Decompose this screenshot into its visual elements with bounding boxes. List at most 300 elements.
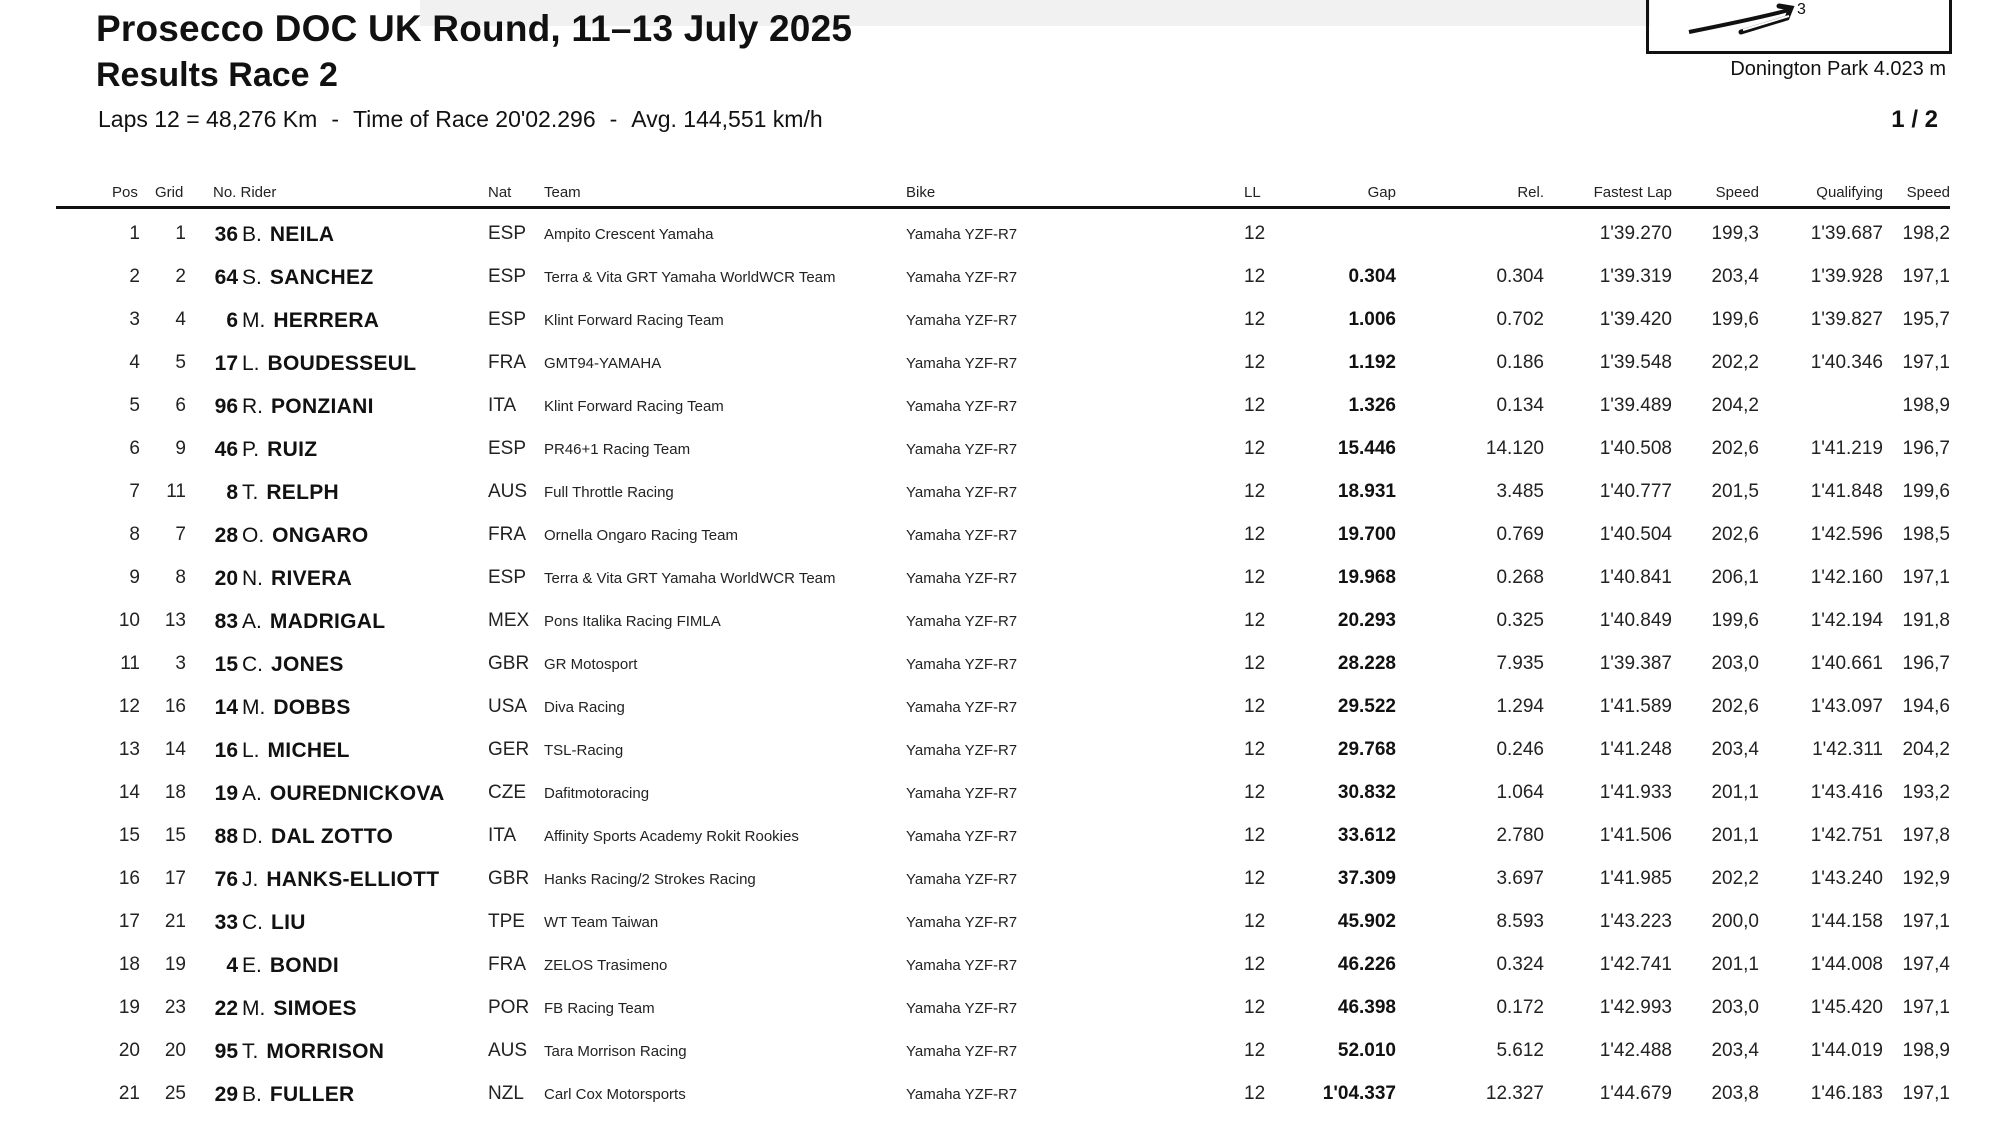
cell-team: Terra & Vita GRT Yamaha WorldWCR Team: [544, 570, 836, 587]
cell-nat: CZE: [488, 782, 526, 803]
cell-laps: 12: [1244, 739, 1266, 760]
cell-speed: 203,4: [1711, 739, 1759, 760]
cell-nat: ITA: [488, 825, 517, 846]
rider-name: [242, 782, 445, 806]
cell-speed: 199,3: [1711, 223, 1759, 244]
cell-grid: 14: [164, 739, 186, 760]
rider-surname: RUIZ: [267, 438, 318, 461]
cell-nat: USA: [488, 696, 528, 717]
col-team: Team: [544, 184, 581, 201]
laps-info: Laps 12 = 48,276 Km: [98, 106, 318, 132]
cell-speed: 203,0: [1711, 653, 1759, 674]
table-row: [56, 643, 1950, 686]
rider-number: 4: [226, 954, 238, 977]
cell-pos: 5: [129, 395, 140, 416]
cell-qualifying: 1'44.158: [1810, 911, 1883, 932]
rider-initial: A.: [242, 610, 262, 633]
rider-initial: A.: [242, 782, 262, 805]
cell-grid: 5: [175, 352, 186, 373]
table-header: [56, 184, 1950, 209]
rider-surname: RELPH: [266, 481, 340, 504]
cell-pos: 13: [118, 739, 140, 760]
cell-nat: GBR: [488, 868, 530, 889]
rider-initial: L.: [242, 739, 260, 762]
cell-bike: Yamaha YZF-R7: [906, 828, 1018, 845]
cell-rel: 3.697: [1496, 868, 1544, 889]
cell-pos: 14: [118, 782, 140, 803]
cell-fastest-lap: 1'40.777: [1599, 481, 1672, 502]
cell-gap: 19.968: [1337, 567, 1396, 588]
rider-name: [242, 481, 339, 505]
page-subtitle: Results Race 2: [96, 56, 338, 94]
table-row: [56, 987, 1950, 1030]
cell-fastest-lap: 1'41.248: [1599, 739, 1672, 760]
cell-gap: 28.228: [1337, 653, 1396, 674]
cell-nat: TPE: [488, 911, 525, 932]
table-row: [56, 256, 1950, 299]
cell-team: Klint Forward Racing Team: [544, 398, 724, 415]
rider-surname: SIMOES: [273, 997, 357, 1020]
cell-rel: 12.327: [1485, 1083, 1544, 1104]
cell-bike: Yamaha YZF-R7: [906, 871, 1018, 888]
cell-nat: GER: [488, 739, 530, 760]
cell-team: Full Throttle Racing: [544, 484, 674, 501]
cell-qualifying-speed: 193,2: [1902, 782, 1950, 803]
cell-laps: 12: [1244, 481, 1266, 502]
cell-laps: 12: [1244, 954, 1266, 975]
cell-qualifying-speed: 204,2: [1902, 739, 1950, 760]
cell-gap: 1.192: [1348, 352, 1396, 373]
cell-bike: Yamaha YZF-R7: [906, 355, 1018, 372]
rider-surname: HANKS-ELLIOTT: [266, 868, 440, 891]
cell-qualifying: 1'40.661: [1810, 653, 1883, 674]
cell-nat: ESP: [488, 567, 527, 588]
cell-grid: 7: [175, 524, 186, 545]
cell-qualifying: 1'46.183: [1810, 1083, 1883, 1104]
cell-grid: 17: [164, 868, 186, 889]
cell-laps: 12: [1244, 911, 1266, 932]
rider-initial: M.: [242, 696, 266, 719]
cell-speed: 203,0: [1711, 997, 1759, 1018]
cell-gap: 46.226: [1337, 954, 1396, 975]
table-row: [56, 815, 1950, 858]
cell-pos: 9: [129, 567, 140, 588]
cell-grid: 1: [175, 223, 186, 244]
cell-grid: 23: [164, 997, 186, 1018]
cell-rel: 3.485: [1496, 481, 1544, 502]
col-qualifying-speed: Speed: [1906, 184, 1950, 201]
cell-grid: 11: [166, 481, 186, 502]
cell-fastest-lap: 1'41.933: [1599, 782, 1672, 803]
cell-bike: Yamaha YZF-R7: [906, 957, 1018, 974]
rider-name: [242, 825, 393, 849]
table-row: [56, 514, 1950, 557]
cell-laps: 12: [1244, 352, 1266, 373]
rider-initial: M.: [242, 997, 266, 1020]
table-row: [56, 944, 1950, 987]
cell-pos: 7: [129, 481, 140, 502]
cell-bike: Yamaha YZF-R7: [906, 914, 1018, 931]
cell-qualifying-speed: 198,5: [1902, 524, 1950, 545]
cell-nat: FRA: [488, 524, 526, 545]
cell-grid: 6: [175, 395, 186, 416]
cell-grid: 3: [175, 653, 186, 674]
cell-bike: Yamaha YZF-R7: [906, 226, 1018, 243]
rider-name: [242, 266, 373, 290]
cell-qualifying: 1'43.416: [1810, 782, 1883, 803]
cell-team: GMT94-YAMAHA: [544, 355, 662, 372]
cell-laps: 12: [1244, 266, 1266, 287]
rider-surname: DAL ZOTTO: [271, 825, 394, 848]
cell-team: ZELOS Trasimeno: [544, 957, 668, 974]
rider-surname: ONGARO: [272, 524, 369, 547]
table-row: [56, 471, 1950, 514]
cell-grid: 9: [175, 438, 186, 459]
rider-number: 20: [214, 567, 238, 590]
cell-pos: 3: [129, 309, 140, 330]
cell-qualifying-speed: 192,9: [1902, 868, 1950, 889]
cell-team: Ornella Ongaro Racing Team: [544, 527, 738, 544]
cell-qualifying-speed: 194,6: [1902, 696, 1950, 717]
col-no-rider: No. Rider: [213, 184, 277, 201]
col-nat: Nat: [488, 184, 512, 201]
track-outline-icon: [1649, 0, 1955, 54]
rider-name: [242, 696, 351, 720]
cell-qualifying: 1'39.687: [1810, 223, 1883, 244]
cell-pos: 16: [118, 868, 140, 889]
col-bike: Bike: [906, 184, 936, 201]
cell-fastest-lap: 1'39.319: [1599, 266, 1672, 287]
cell-bike: Yamaha YZF-R7: [906, 1086, 1018, 1103]
rider-surname: MADRIGAL: [269, 610, 386, 633]
col-ll: LL: [1244, 184, 1261, 201]
cell-qualifying: 1'41.219: [1810, 438, 1883, 459]
cell-pos: 10: [118, 610, 140, 631]
rider-number: 95: [214, 1040, 238, 1063]
cell-fastest-lap: 1'40.841: [1599, 567, 1672, 588]
cell-bike: Yamaha YZF-R7: [906, 699, 1018, 716]
cell-grid: 4: [175, 309, 186, 330]
rider-number: 15: [214, 653, 238, 676]
table-row: [56, 385, 1950, 428]
cell-pos: 19: [118, 997, 140, 1018]
cell-gap: 20.293: [1337, 610, 1396, 631]
cell-laps: 12: [1244, 309, 1266, 330]
cell-speed: 201,5: [1711, 481, 1759, 502]
cell-qualifying: 1'42.596: [1810, 524, 1883, 545]
cell-qualifying-speed: 197,1: [1902, 1083, 1950, 1104]
cell-fastest-lap: 1'41.506: [1599, 825, 1672, 846]
table-row: [56, 1030, 1950, 1073]
cell-nat: ESP: [488, 309, 527, 330]
cell-rel: 14.120: [1485, 438, 1544, 459]
rider-surname: OUREDNICKOVA: [269, 782, 445, 805]
rider-initial: N.: [242, 567, 263, 590]
rider-name: [242, 653, 344, 677]
rider-number: 76: [214, 868, 238, 891]
cell-nat: AUS: [488, 1040, 528, 1061]
cell-qualifying-speed: 196,7: [1902, 438, 1950, 459]
rider-surname: HERRERA: [273, 309, 380, 332]
cell-qualifying-speed: 197,1: [1902, 911, 1950, 932]
rider-initial: S.: [242, 266, 262, 289]
cell-nat: ESP: [488, 223, 527, 244]
table-row: [56, 428, 1950, 471]
cell-gap: 52.010: [1337, 1040, 1396, 1061]
cell-rel: 0.702: [1496, 309, 1544, 330]
cell-gap: 1'04.337: [1322, 1083, 1396, 1104]
cell-speed: 203,4: [1711, 266, 1759, 287]
cell-gap: 45.902: [1337, 911, 1396, 932]
cell-bike: Yamaha YZF-R7: [906, 570, 1018, 587]
cell-rel: 0.769: [1496, 524, 1544, 545]
table-row: [56, 772, 1950, 815]
cell-speed: 199,6: [1711, 610, 1759, 631]
cell-bike: Yamaha YZF-R7: [906, 785, 1018, 802]
rider-initial: C.: [242, 911, 263, 934]
cell-fastest-lap: 1'40.849: [1599, 610, 1672, 631]
cell-speed: 206,1: [1711, 567, 1759, 588]
track-name: Donington Park 4.023 m: [1730, 58, 1946, 80]
cell-team: Hanks Racing/2 Strokes Racing: [544, 871, 756, 888]
rider-name: [242, 352, 416, 376]
cell-gap: 29.522: [1337, 696, 1396, 717]
results-table: [56, 213, 1950, 1116]
cell-bike: Yamaha YZF-R7: [906, 527, 1018, 544]
cell-team: FB Racing Team: [544, 1000, 655, 1017]
rider-surname: LIU: [271, 911, 306, 934]
cell-qualifying-speed: 191,8: [1902, 610, 1950, 631]
cell-nat: AUS: [488, 481, 528, 502]
cell-gap: 15.446: [1337, 438, 1396, 459]
cell-pos: 21: [118, 1083, 140, 1104]
cell-nat: GBR: [488, 653, 530, 674]
cell-qualifying: 1'42.751: [1810, 825, 1883, 846]
cell-grid: 18: [164, 782, 186, 803]
corner-number: 3: [1797, 1, 1806, 18]
cell-qualifying-speed: 195,7: [1902, 309, 1950, 330]
cell-rel: 7.935: [1496, 653, 1544, 674]
cell-speed: 201,1: [1711, 782, 1759, 803]
rider-number: 8: [226, 481, 238, 504]
rider-number: 46: [214, 438, 238, 461]
cell-qualifying-speed: 198,2: [1902, 223, 1950, 244]
cell-team: Ampito Crescent Yamaha: [544, 226, 714, 243]
rider-initial: O.: [242, 524, 265, 547]
cell-laps: 12: [1244, 223, 1266, 244]
cell-laps: 12: [1244, 610, 1266, 631]
cell-grid: 2: [175, 266, 186, 287]
rider-name: [242, 524, 368, 548]
cell-fastest-lap: 1'41.985: [1599, 868, 1672, 889]
cell-qualifying: 1'45.420: [1810, 997, 1883, 1018]
cell-gap: 46.398: [1337, 997, 1396, 1018]
rider-surname: MICHEL: [267, 739, 350, 762]
cell-fastest-lap: 1'40.508: [1599, 438, 1672, 459]
cell-qualifying-speed: 197,1: [1902, 997, 1950, 1018]
cell-fastest-lap: 1'39.420: [1599, 309, 1672, 330]
cell-team: WT Team Taiwan: [544, 914, 659, 931]
table-row: [56, 342, 1950, 385]
rider-number: 19: [214, 782, 238, 805]
cell-laps: 12: [1244, 1083, 1266, 1104]
cell-rel: 5.612: [1496, 1040, 1544, 1061]
rider-name: [242, 868, 439, 892]
col-fastest-lap: Fastest Lap: [1593, 184, 1672, 201]
rider-name: [242, 567, 352, 591]
cell-qualifying: 1'43.097: [1810, 696, 1883, 717]
col-speed: Speed: [1715, 184, 1759, 201]
cell-pos: 20: [118, 1040, 140, 1061]
rider-initial: T.: [242, 481, 259, 504]
cell-laps: 12: [1244, 696, 1266, 717]
cell-fastest-lap: 1'44.679: [1599, 1083, 1672, 1104]
cell-qualifying-speed: 197,4: [1902, 954, 1950, 975]
cell-gap: 18.931: [1337, 481, 1396, 502]
rider-initial: B.: [242, 223, 262, 246]
cell-qualifying: 1'39.827: [1810, 309, 1883, 330]
race-info: Laps 12 = 48,276 Km - Time of Race 20'02.296 - Avg. 144,551 km/h: [98, 106, 823, 132]
cell-gap: 29.768: [1337, 739, 1396, 760]
rider-name: [242, 223, 334, 247]
cell-speed: 203,4: [1711, 1040, 1759, 1061]
rider-number: 17: [214, 352, 238, 375]
cell-qualifying-speed: 199,6: [1902, 481, 1950, 502]
rider-name: [242, 1040, 384, 1064]
cell-nat: FRA: [488, 954, 526, 975]
cell-rel: 0.304: [1496, 266, 1544, 287]
cell-bike: Yamaha YZF-R7: [906, 1043, 1018, 1060]
cell-fastest-lap: 1'43.223: [1599, 911, 1672, 932]
cell-laps: 12: [1244, 567, 1266, 588]
cell-speed: 202,2: [1711, 352, 1759, 373]
cell-rel: 0.268: [1496, 567, 1544, 588]
rider-initial: P.: [242, 438, 260, 461]
rider-number: 96: [214, 395, 238, 418]
cell-bike: Yamaha YZF-R7: [906, 656, 1018, 673]
cell-pos: 6: [129, 438, 140, 459]
cell-team: Terra & Vita GRT Yamaha WorldWCR Team: [544, 269, 836, 286]
cell-team: Pons Italika Racing FIMLA: [544, 613, 721, 630]
rider-initial: L.: [242, 352, 260, 375]
cell-qualifying-speed: 197,8: [1902, 825, 1950, 846]
col-rel: Rel.: [1517, 184, 1544, 201]
cell-qualifying: 1'44.019: [1810, 1040, 1883, 1061]
rider-number: 88: [214, 825, 238, 848]
page-title: Prosecco DOC UK Round, 11–13 July 2025: [96, 8, 853, 49]
cell-team: Affinity Sports Academy Rokit Rookies: [544, 828, 799, 845]
rider-name: [242, 997, 357, 1021]
cell-nat: ESP: [488, 438, 527, 459]
rider-surname: SANCHEZ: [269, 266, 374, 289]
cell-rel: 0.324: [1496, 954, 1544, 975]
cell-team: Dafitmotoracing: [544, 785, 650, 802]
cell-nat: FRA: [488, 352, 526, 373]
cell-speed: 199,6: [1711, 309, 1759, 330]
cell-bike: Yamaha YZF-R7: [906, 742, 1018, 759]
cell-grid: 13: [164, 610, 186, 631]
table-row: [56, 299, 1950, 342]
cell-team: Klint Forward Racing Team: [544, 312, 724, 329]
rider-initial: C.: [242, 653, 263, 676]
col-grid: Grid: [155, 184, 184, 201]
cell-bike: Yamaha YZF-R7: [906, 484, 1018, 501]
cell-grid: 8: [175, 567, 186, 588]
rider-name: [242, 438, 317, 462]
rider-name: [242, 739, 350, 763]
rider-number: 33: [214, 911, 238, 934]
col-qualifying: Qualifying: [1816, 184, 1883, 201]
cell-bike: Yamaha YZF-R7: [906, 1000, 1018, 1017]
cell-bike: Yamaha YZF-R7: [906, 312, 1018, 329]
cell-qualifying: 1'42.311: [1812, 739, 1883, 760]
cell-team: GR Motosport: [544, 656, 638, 673]
page-number: 1 / 2: [1891, 106, 1938, 133]
table-row: [56, 858, 1950, 901]
rider-name: [242, 954, 339, 978]
cell-pos: 4: [129, 352, 140, 373]
cell-qualifying-speed: 197,1: [1902, 352, 1950, 373]
table-row: [56, 729, 1950, 772]
rider-number: 29: [214, 1083, 238, 1106]
cell-fastest-lap: 1'39.548: [1599, 352, 1672, 373]
rider-surname: BOUDESSEUL: [267, 352, 417, 375]
rider-number: 64: [214, 266, 238, 289]
cell-pos: 11: [120, 653, 140, 674]
rider-number: 36: [214, 223, 238, 246]
rider-number: 28: [214, 524, 238, 547]
cell-gap: 0.304: [1348, 266, 1396, 287]
cell-laps: 12: [1244, 782, 1266, 803]
rider-name: [242, 610, 385, 634]
rider-name: [242, 911, 306, 935]
rider-surname: DOBBS: [273, 696, 351, 719]
cell-fastest-lap: 1'39.387: [1599, 653, 1672, 674]
rider-surname: NEILA: [269, 223, 335, 246]
cell-rel: 0.134: [1496, 395, 1544, 416]
cell-speed: 204,2: [1711, 395, 1759, 416]
time-of-race: Time of Race 20'02.296: [352, 106, 596, 132]
cell-laps: 12: [1244, 524, 1266, 545]
cell-nat: ITA: [488, 395, 517, 416]
table-row: [56, 600, 1950, 643]
cell-grid: 15: [164, 825, 186, 846]
cell-grid: 20: [164, 1040, 186, 1061]
cell-pos: 18: [118, 954, 140, 975]
rider-number: 16: [214, 739, 238, 762]
cell-laps: 12: [1244, 438, 1266, 459]
cell-speed: 201,1: [1711, 825, 1759, 846]
cell-team: Diva Racing: [544, 699, 625, 716]
table-row: [56, 901, 1950, 944]
cell-rel: 1.064: [1496, 782, 1544, 803]
track-map: [1646, 0, 1952, 54]
cell-speed: 202,6: [1711, 438, 1759, 459]
cell-rel: 0.325: [1496, 610, 1544, 631]
cell-rel: 0.186: [1496, 352, 1544, 373]
cell-grid: 19: [164, 954, 186, 975]
cell-qualifying-speed: 198,9: [1902, 1040, 1950, 1061]
cell-gap: 1.326: [1348, 395, 1396, 416]
cell-laps: 12: [1244, 868, 1266, 889]
cell-pos: 15: [118, 825, 140, 846]
cell-team: PR46+1 Racing Team: [544, 441, 691, 458]
rider-surname: FULLER: [269, 1083, 355, 1106]
cell-fastest-lap: 1'42.993: [1599, 997, 1672, 1018]
cell-laps: 12: [1244, 653, 1266, 674]
cell-fastest-lap: 1'41.589: [1599, 696, 1672, 717]
cell-qualifying: 1'44.008: [1810, 954, 1883, 975]
